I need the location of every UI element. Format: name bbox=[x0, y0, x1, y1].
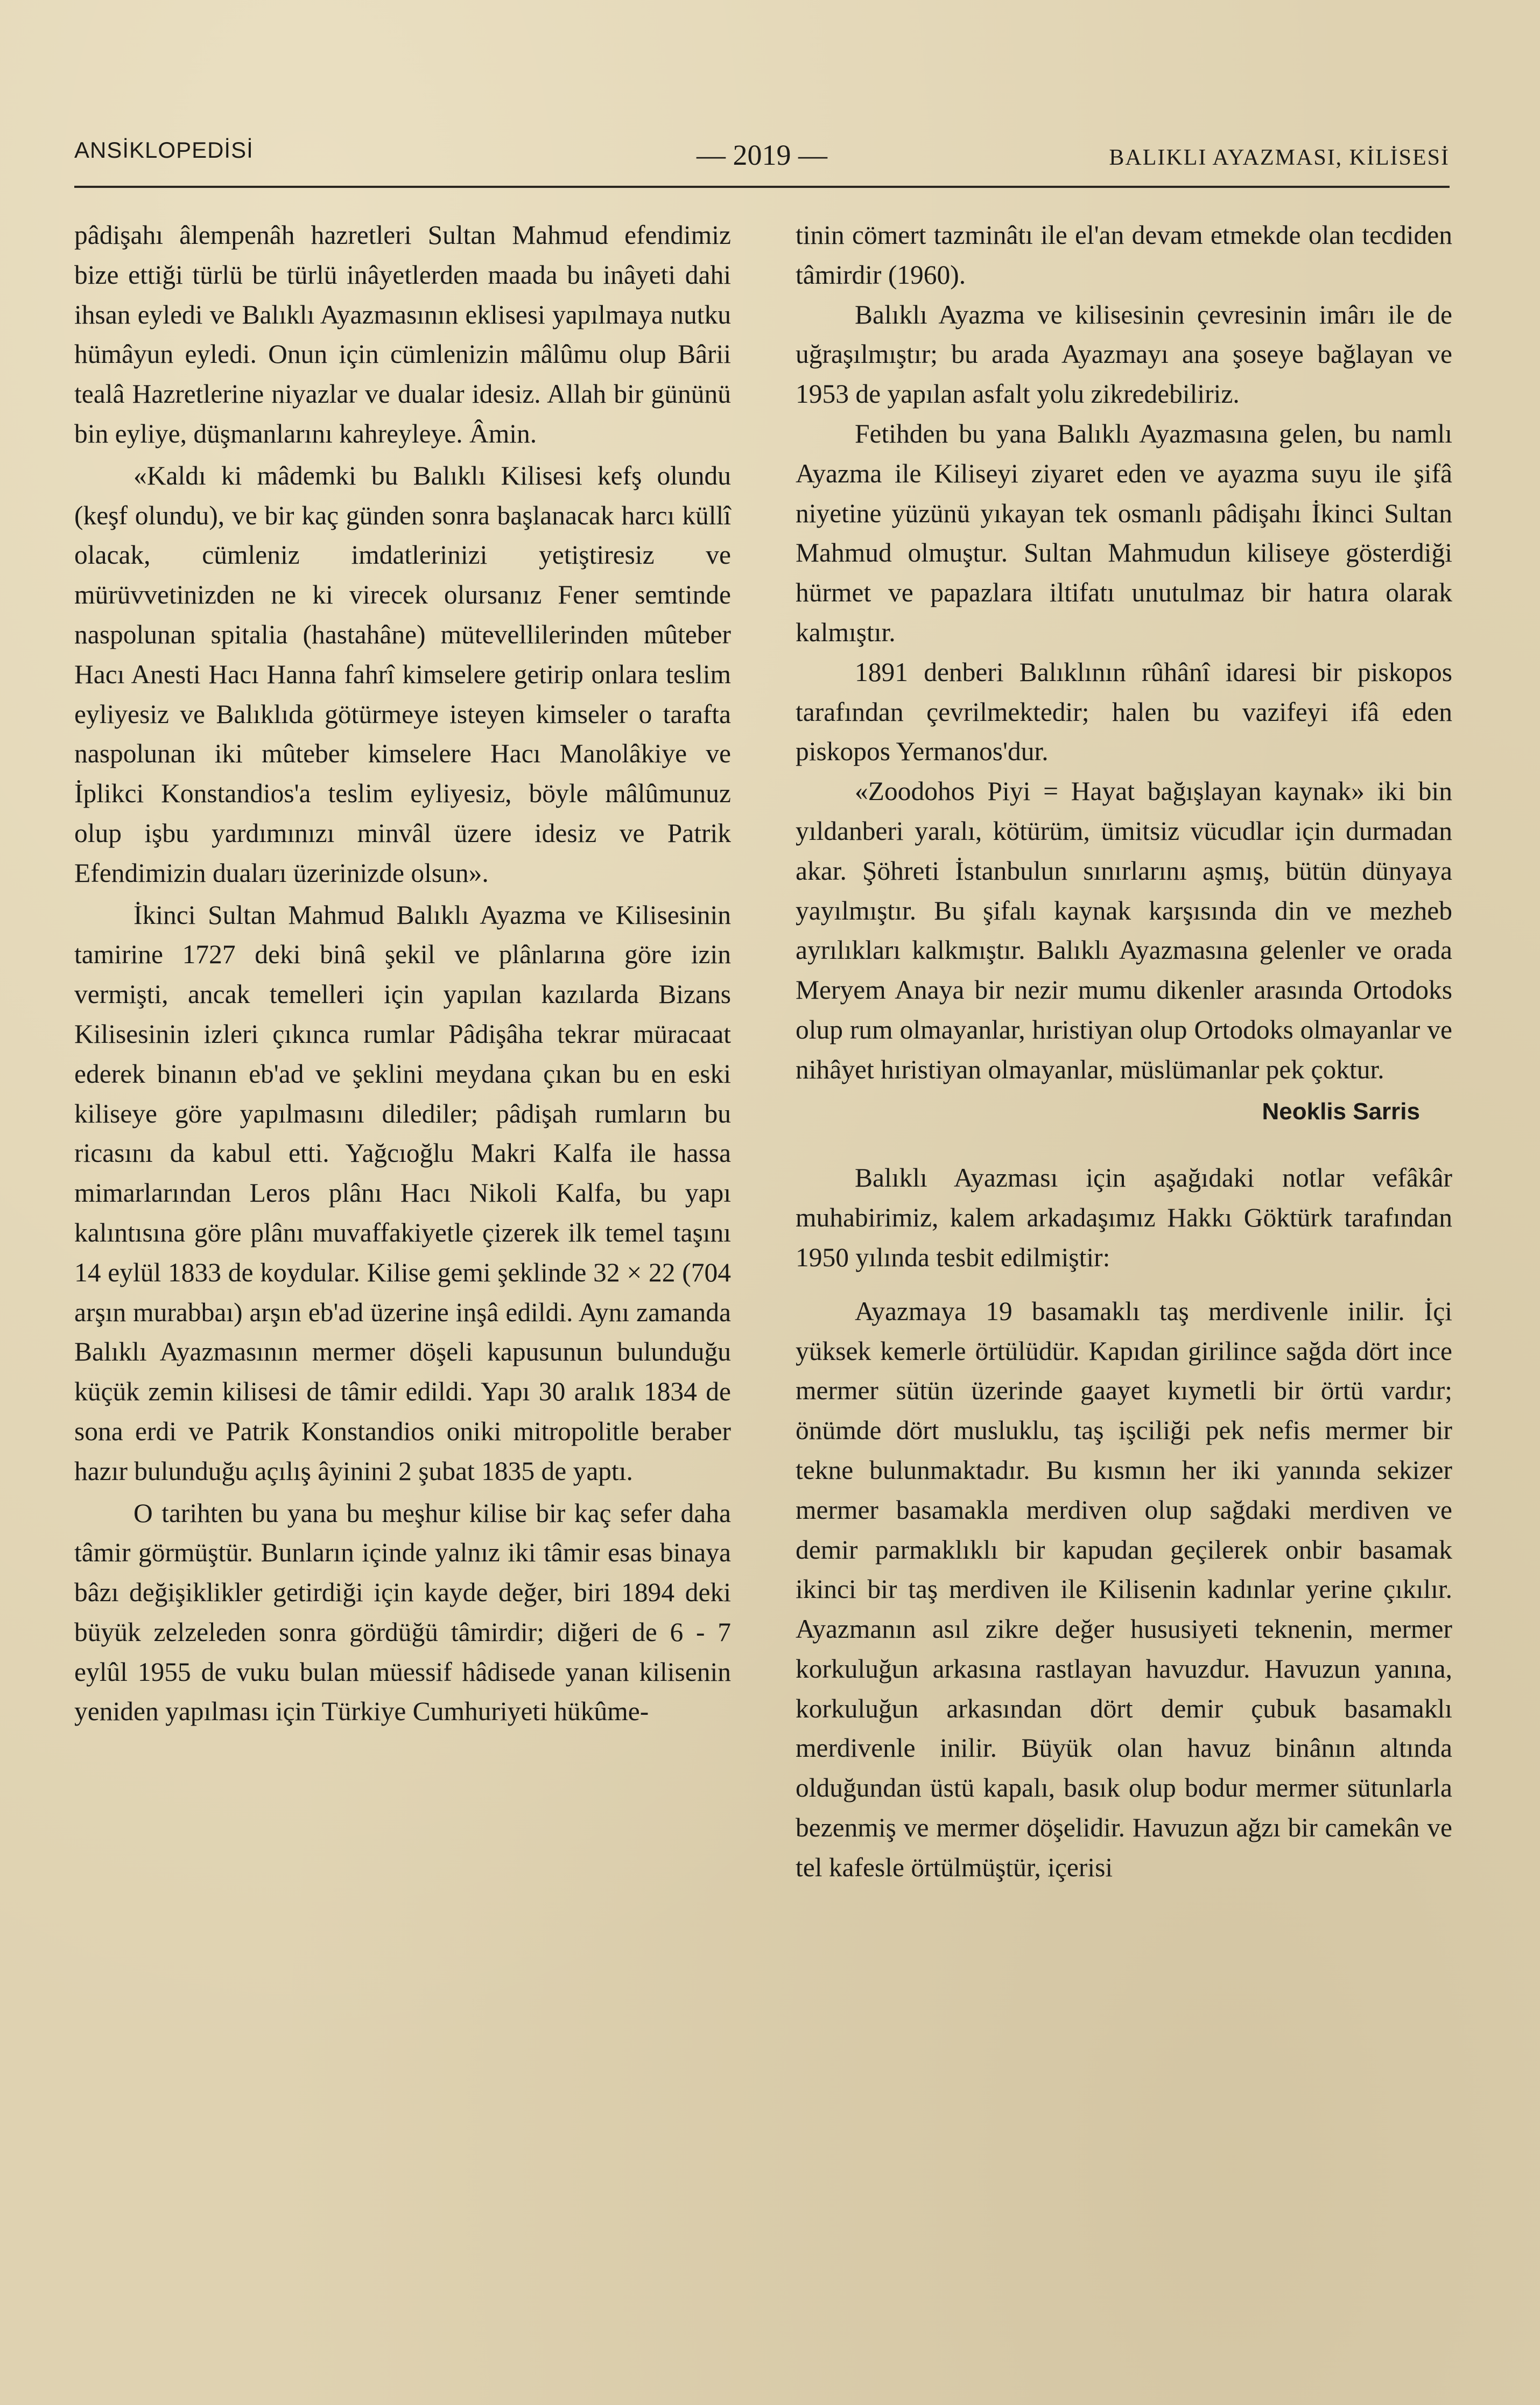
paragraph: Ayazmaya 19 basamaklı taş merdivenle inilir. İçi yüksek kemerle örtülüdür. Kapıdan girilince sağda dört ince mermer sütün üzerinde gaayet kıymetli bir örtü vardır; önümde dört musluklu, taş işciliği pek nefis mermer bir tekne bulunmaktadır. Bu kısmın her iki yanında sekizer mermer basamakla merdiven olup sağdaki merdiven ve demir parmaklıklı bir kapudan geçilerek onbir basamak ikinci bir taş merdiven ile Kilisenin kadınlar yerine çıkılır. Ayazmanın asıl zikre değer hususiyeti teknenin, mermer korkuluğun arkasına rastlayan havuzdur. Havuzun yanına, korkuluğun arkasından dört demir çubuk basamaklı merdivenle inilir. Büyük olan havuz binânın altında olduğundan üstü kapalı, basık olup bodur mermer sütunlarla bezenmiş ve mermer döşelidir. Havuzun ağzı bir camekân ve tel kafesle örtülmüştür, içerisi bbox=[796, 1296, 1452, 1882]
page-header bbox=[74, 137, 1450, 175]
header-publication: ANSİKLOPEDİSİ bbox=[74, 137, 254, 163]
header-page-number: — 2019 — bbox=[697, 139, 827, 171]
header-article-title: BALIKLI AYAZMASI, KİLİSESİ bbox=[1109, 145, 1450, 170]
paragraph: tinin cömert tazminâtı ile el'an devam etmekde olan tecdiden tâmirdir (1960). bbox=[796, 220, 1452, 290]
left-column bbox=[74, 215, 731, 1731]
author-signature: Neoklis Sarris bbox=[1262, 1098, 1420, 1125]
header-rule bbox=[74, 186, 1450, 188]
right-column bbox=[796, 215, 1452, 1888]
paragraph: İkinci Sultan Mahmud Balıklı Ayazma ve Kilisesinin tamirine 1727 deki binâ şekil ve plânlarına göre izin vermişti, ancak temelleri için yapılan kazılarda Bizans Kilisesinin izleri çıkınca rumlar Pâdişâha tekrar müracaat ederek binanın eb'ad ve şeklini meydana çıkan bu en eski kiliseye göre yapılmasını dilediler; pâdişah rumların bu ricasını da kabul etti. Yağcıoğlu Makri Kalfa ile hassa mimarlarından Leros plânı Hacı Nikoli Kalfa, bu yapı kalıntısına göre plânı muvaffakiyetle çizerek ilk temel taşını 14 eylül 1833 de koydular. Kilise gemi şeklinde 32 × 22 (704 arşın murabbaı) arşın eb'ad üzerine inşâ edildi. Aynı zamanda Balıklı Ayazmasının mermer döşeli kapusunun bulunduğu küçük zemin kilisesi de tâmir edildi. Yapı 30 aralık 1834 de sona erdi ve Patrik Konstandios oniki mitropolitle beraber hazır bulunduğu açılış âyinini 2 şubat 1835 de yaptı. bbox=[74, 900, 731, 1486]
paragraph: «Zoodohos Piyi = Hayat bağışlayan kaynak» iki bin yıldanberi yaralı, kötürüm, ümitsiz vücudlar için durmadan akar. Şöhreti İstanbulun sınırlarını aşmış, bütün dünyaya yayılmıştır. Bu şifalı kaynak karşısında din ve mezheb ayrılıkları kalkmıştır. Balıklı Ayazmasına gelenler ve orada Meryem Anaya bir nezir mumu dikenler arasında Ortodoks olup rum olmayanlar, hıristiyan olup Ortodoks olmayanlar ve nihâyet hıristiyan olmayanlar, müslümanlar pek çoktur. bbox=[796, 776, 1452, 1084]
paragraph: O tarihten bu yana bu meşhur kilise bir kaç sefer daha tâmir görmüştür. Bunların içinde yalnız iki tâmir esas binaya bâzı değişiklikler getirdiği için kayde değer, biri 1894 deki büyük zelzeleden sonra gördüğü tâmirdir; diğeri de 6 - 7 eylûl 1955 de vuku bulan müessif hâdisede yanan kilisenin yeniden yapılması için Türkiye Cumhuriyeti hükûme- bbox=[74, 1498, 731, 1727]
paragraph: «Kaldı ki mâdemki bu Balıklı Kilisesi kefş olundu (keşf olundu), ve bir kaç günden sonra başlanacak harcı küllî olacak, cümleniz imdatlerinizi yetiştiresiz ve mürüvvetinizden ne ki virecek olursanız Fener semtinde naspolunan spitalia (hastahâne) mütevellilerinden mûteber Hacı Anesti Hacı Hanna fahrî kimselere getirip onlara teslim eyliyesiz ve Balıklıda götürmeye isteyen kimseler o tarafta naspolunan iki mûteber kimselere Hacı Manolâkiye ve İplikci Konstandios'a teslim eyliyesiz, böyle mâlûmunuz olup işbu yardımınızı minvâl üzere idesiz ve Patrik Efendimizin duaları üzerinizde olsun». bbox=[74, 460, 731, 888]
section-gap bbox=[796, 1278, 1452, 1292]
paragraph: 1891 denberi Balıklının rûhânî idaresi bir piskopos tarafından çevrilmektedir; halen bu vazifeyi ifâ eden piskopos Yermanos'dur. bbox=[796, 657, 1452, 767]
paragraph: pâdişahı âlempenâh hazretleri Sultan Mahmud efendimiz bize ettiği türlü be türlü inâyetlerden maada bu inâyeti dahi ihsan eyledi ve Balıklı Ayazmasının eklisesi yapılmaya nutku hümâyun eyledi. Onun için cümlenizin mâlûmu olup Bârii tealâ Hazretlerine niyazlar ve dualar idesiz. Allah bir gününü bin eyliye, düşmanlarını kahreyleye. Âmin. bbox=[74, 220, 731, 448]
paragraph: Fetihden bu yana Balıklı Ayazmasına gelen, bu namlı Ayazma ile Kiliseyi ziyaret eden ve ayazma suyu ile şifâ niyetine yüzünü yıkayan tek osmanlı pâdişahı İkinci Sultan Mahmud olmuştur. Sultan Mahmudun kiliseye gösterdiği hürmet ve papazlara iltifatı unutulmaz bir hatıra olarak kalmıştır. bbox=[796, 418, 1452, 647]
paragraph: Balıklı Ayazma ve kilisesinin çevresinin imârı ile de uğraşılmıştır; bu arada Ayazmayı ana şoseye bağlayan ve 1953 de yapılan asfalt yolu zikredebiliriz. bbox=[796, 299, 1452, 409]
paragraph: Balıklı Ayazması için aşağıdaki notlar vefâkâr muhabirimiz, kalem arkadaşımız Hakkı Göktürk tarafından 1950 yılında tesbit edilmiştir: bbox=[796, 1163, 1452, 1272]
section-gap bbox=[796, 1131, 1452, 1158]
